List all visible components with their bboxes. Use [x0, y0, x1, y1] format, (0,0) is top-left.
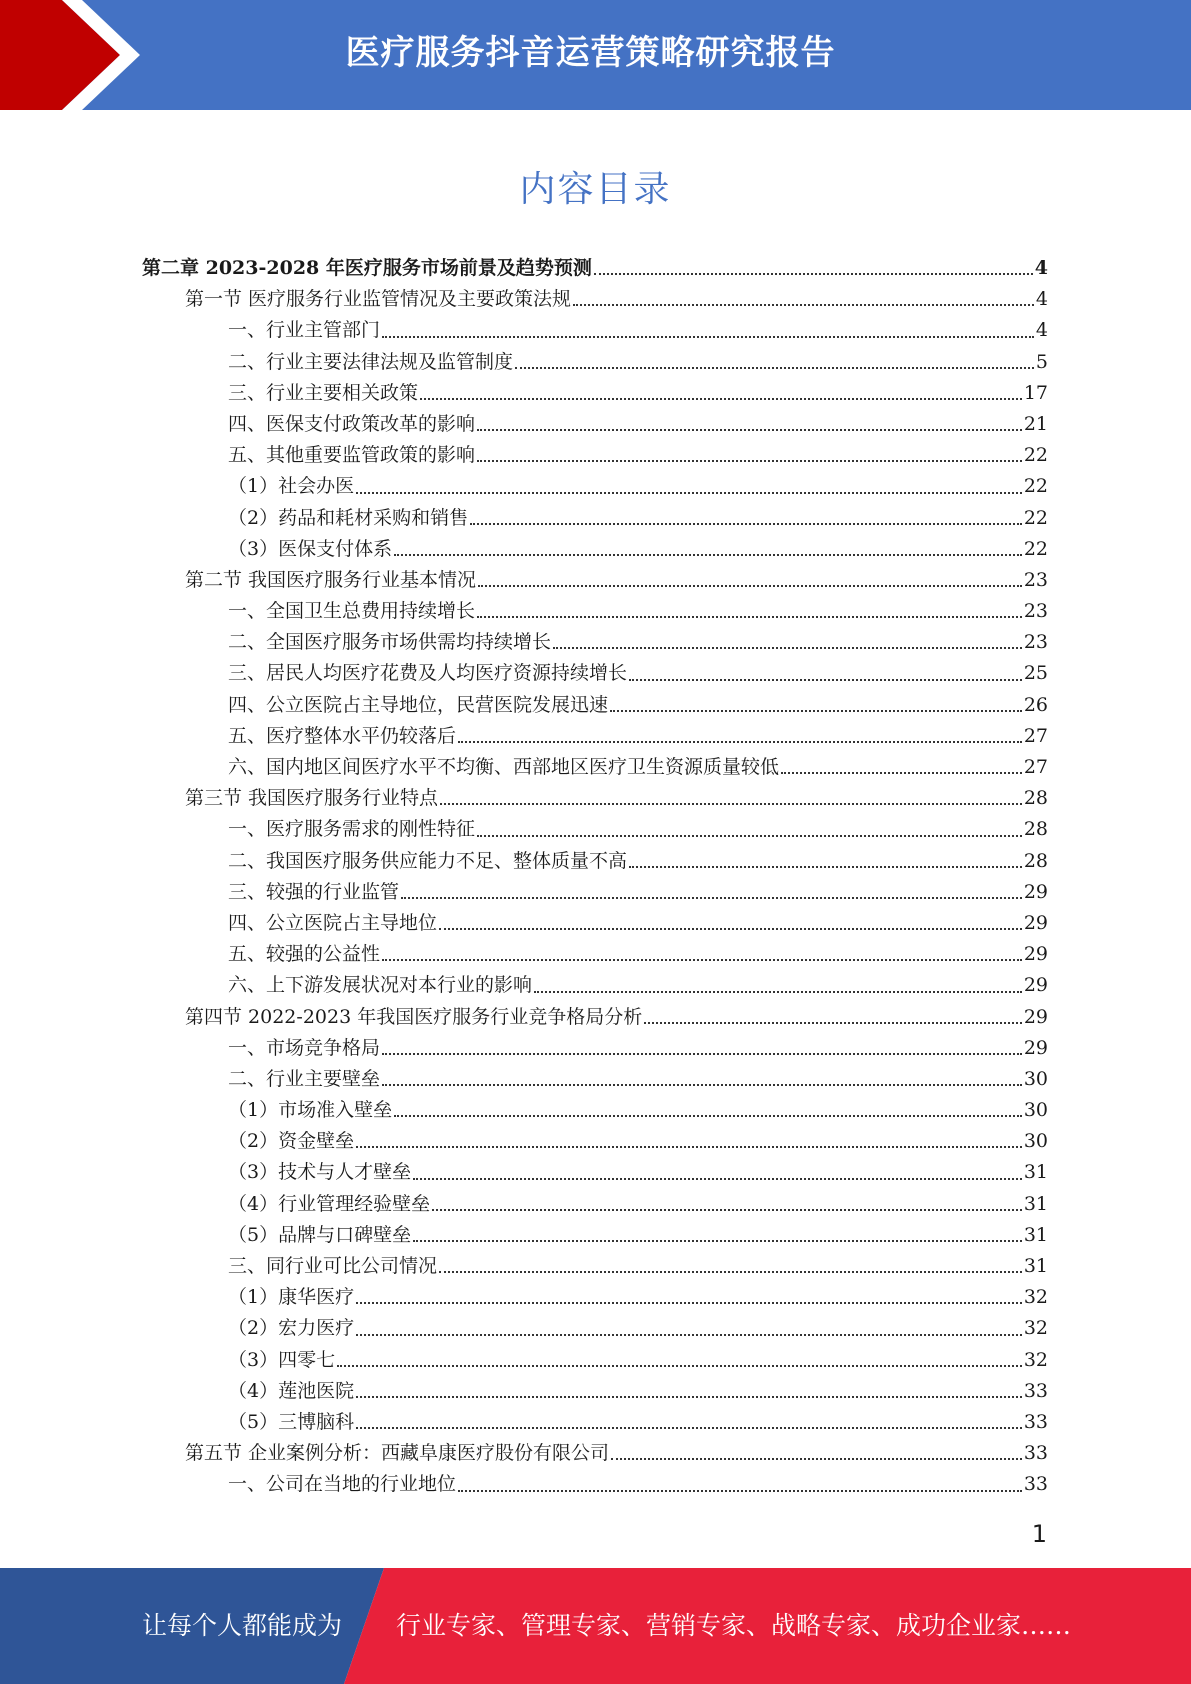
report-title: 医疗服务抖音运营策略研究报告	[345, 33, 836, 73]
toc-entry-title: （5）品牌与口碑壁垒	[228, 1223, 412, 1246]
toc-leader-dots	[629, 679, 1022, 681]
toc-leader-dots	[477, 429, 1022, 431]
toc-entry-page: 23	[1023, 631, 1048, 654]
toc-entry[interactable]	[142, 471, 1048, 502]
toc-entry-page: 29	[1023, 911, 1048, 934]
toc-entry-page: 27	[1023, 724, 1048, 747]
toc-entry-title: 三、较强的行业监管	[228, 880, 400, 903]
toc-entry[interactable]	[142, 284, 1048, 315]
toc-entry[interactable]	[142, 690, 1048, 721]
toc-entry-page: 23	[1023, 600, 1048, 623]
toc-leader-dots	[356, 1334, 1022, 1336]
toc-entry[interactable]	[142, 440, 1048, 471]
toc-heading: 内容目录	[519, 169, 672, 210]
footer-slogan-right: 行业专家、管理专家、营销专家、战略专家、成功企业家……	[396, 1611, 1072, 1640]
toc-entry-page: 33	[1023, 1473, 1048, 1496]
toc-entry-page: 33	[1023, 1379, 1048, 1402]
toc-entry-page: 22	[1023, 444, 1048, 467]
toc-entry-title: 一、公司在当地的行业地位	[228, 1473, 457, 1496]
toc-entry-page: 32	[1023, 1286, 1048, 1309]
toc-leader-dots	[413, 1178, 1022, 1180]
toc-entry-title: 二、我国医疗服务供应能力不足、整体质量不高	[228, 849, 628, 872]
toc-leader-dots	[610, 710, 1022, 712]
toc-leader-dots	[356, 1396, 1022, 1398]
toc-entry[interactable]	[142, 908, 1048, 939]
toc-entry-title: 一、市场竞争格局	[228, 1036, 381, 1059]
toc-entry-title: （2）药品和耗材采购和销售	[228, 506, 469, 529]
toc-entry-title: 第三节 我国医疗服务行业特点	[185, 787, 439, 810]
toc-leader-dots	[781, 772, 1022, 774]
toc-entry[interactable]	[142, 315, 1048, 346]
toc-leader-dots	[401, 897, 1022, 899]
toc-leader-dots	[458, 741, 1022, 743]
toc-entry[interactable]	[142, 721, 1048, 752]
toc-entry[interactable]	[142, 1002, 1048, 1033]
toc-entry-page: 29	[1023, 943, 1048, 966]
toc-entry-title: （2）资金壁垒	[228, 1130, 355, 1153]
toc-entry[interactable]	[142, 1220, 1048, 1251]
toc-entry-title: （3）四零七	[228, 1348, 336, 1371]
toc-leader-dots	[394, 1115, 1022, 1117]
toc-entry-title: 四、医保支付政策改革的影响	[228, 412, 476, 435]
toc-leader-dots	[432, 1209, 1022, 1211]
toc-entry-title: （5）三博脑科	[228, 1410, 355, 1433]
toc-entry-page: 4	[1035, 319, 1048, 342]
toc-entry[interactable]	[142, 1126, 1048, 1157]
toc-entry-page: 23	[1023, 568, 1048, 591]
toc-entry-page: 30	[1023, 1130, 1048, 1153]
toc-entry-title: 二、全国医疗服务市场供需均持续增长	[228, 631, 552, 654]
toc-leader-dots	[458, 1490, 1022, 1492]
toc-entry[interactable]	[142, 1157, 1048, 1188]
toc-entry-title: 三、行业主要相关政策	[228, 381, 419, 404]
page-number: 1	[1031, 1520, 1047, 1548]
toc-entry[interactable]	[142, 1438, 1048, 1469]
toc-leader-dots	[553, 647, 1022, 649]
toc-entry-page: 21	[1023, 412, 1048, 435]
toc-entry-title: （1）市场准入壁垒	[228, 1099, 393, 1122]
toc-entry[interactable]	[142, 378, 1048, 409]
toc-leader-dots	[394, 554, 1022, 556]
toc-entry[interactable]	[142, 565, 1048, 596]
toc-entry-title: 四、公立医院占主导地位	[228, 911, 438, 934]
toc-entry-title: 五、其他重要监管政策的影响	[228, 444, 476, 467]
toc-entry[interactable]	[142, 1189, 1048, 1220]
toc-leader-dots	[356, 1146, 1022, 1148]
toc-entry-title: （4）莲池医院	[228, 1379, 355, 1402]
toc-entry-page: 30	[1023, 1067, 1048, 1090]
toc-entry-page: 33	[1023, 1442, 1048, 1465]
toc-entry-page: 31	[1023, 1161, 1048, 1184]
toc-leader-dots	[644, 1022, 1022, 1024]
toc-entry-page: 29	[1023, 1005, 1048, 1028]
toc-entry-page: 28	[1023, 849, 1048, 872]
toc-entry-page: 17	[1023, 381, 1048, 404]
toc-entry-page: 31	[1023, 1192, 1048, 1215]
toc-entry-page: 5	[1035, 350, 1048, 373]
toc-entry-page: 4	[1035, 288, 1048, 311]
toc-entry[interactable]	[142, 1469, 1048, 1500]
toc-leader-dots	[382, 336, 1034, 338]
toc-leader-dots	[629, 866, 1022, 868]
toc-entry[interactable]	[142, 534, 1048, 565]
toc-entry-title: 一、全国卫生总费用持续增长	[228, 600, 476, 623]
toc-entry-page: 28	[1023, 787, 1048, 810]
toc-entry-title: （1）社会办医	[228, 475, 355, 498]
toc-entry[interactable]	[142, 783, 1048, 814]
header-red-arrow	[0, 0, 120, 110]
toc-entry-title: （3）医保支付体系	[228, 537, 393, 560]
toc-entry[interactable]	[142, 1251, 1048, 1282]
toc-entry-title: 第一节 医疗服务行业监管情况及主要政策法规	[185, 288, 572, 311]
toc-leader-dots	[382, 959, 1022, 961]
toc-entry[interactable]	[142, 658, 1048, 689]
toc-entry[interactable]	[142, 752, 1048, 783]
toc-entry-page: 31	[1023, 1223, 1048, 1246]
toc-entry-page: 30	[1023, 1099, 1048, 1122]
toc-entry[interactable]	[142, 814, 1048, 845]
toc-entry[interactable]	[142, 970, 1048, 1001]
table-of-contents	[142, 253, 1048, 1501]
toc-entry-page: 29	[1023, 974, 1048, 997]
toc-entry[interactable]	[142, 627, 1048, 658]
toc-entry-page: 4	[1034, 257, 1048, 279]
toc-entry[interactable]	[142, 1345, 1048, 1376]
toc-entry-page: 31	[1023, 1255, 1048, 1277]
toc-entry[interactable]	[142, 596, 1048, 627]
toc-entry[interactable]	[142, 939, 1048, 970]
toc-entry-title: （2）宏力医疗	[228, 1317, 355, 1340]
toc-entry-page: 28	[1023, 818, 1048, 841]
toc-entry[interactable]	[142, 1376, 1048, 1407]
toc-entry[interactable]	[142, 503, 1048, 534]
toc-entry-title: 五、较强的公益性	[228, 943, 381, 966]
toc-entry-title: 第五节 企业案例分析：西藏阜康医疗股份有限公司	[185, 1442, 610, 1465]
toc-entry[interactable]	[142, 1282, 1048, 1313]
footer-slogan-left: 让每个人都能成为	[142, 1611, 343, 1640]
toc-leader-dots	[534, 991, 1022, 993]
toc-leader-dots	[440, 803, 1022, 805]
toc-leader-dots	[420, 398, 1022, 400]
toc-leader-dots	[477, 460, 1022, 462]
toc-leader-dots	[337, 1365, 1022, 1367]
toc-entry[interactable]	[142, 1313, 1048, 1344]
toc-leader-dots	[356, 1427, 1022, 1429]
toc-entry-title: 第二节 我国医疗服务行业基本情况	[185, 568, 477, 591]
toc-entry-title: （1）康华医疗	[228, 1286, 355, 1309]
toc-entry-title: 三、居民人均医疗花费及人均医疗资源持续增长	[228, 662, 628, 685]
toc-entry-title: 一、医疗服务需求的刚性特征	[228, 818, 476, 841]
footer-banner	[0, 1568, 1191, 1684]
toc-leader-dots	[356, 492, 1022, 494]
toc-entry-page: 27	[1023, 756, 1048, 778]
toc-leader-dots	[382, 1084, 1022, 1086]
toc-entry[interactable]	[142, 877, 1048, 908]
toc-entry-page: 33	[1023, 1410, 1048, 1433]
toc-entry[interactable]	[142, 1095, 1048, 1126]
toc-entry-title: 五、医疗整体水平仍较落后	[228, 724, 457, 747]
toc-entry[interactable]	[142, 253, 1048, 284]
toc-entry-title: （3）技术与人才壁垒	[228, 1161, 412, 1184]
toc-entry[interactable]	[142, 347, 1048, 378]
toc-entry-page: 22	[1023, 537, 1048, 560]
toc-entry-title: 二、行业主要壁垒	[228, 1067, 381, 1090]
toc-entry-title: 三、同行业可比公司情况	[228, 1255, 438, 1277]
toc-entry[interactable]	[142, 1033, 1048, 1064]
toc-entry-title: 第四节 2022-2023 年我国医疗服务行业竞争格局分析	[185, 1005, 643, 1028]
toc-leader-dots	[594, 273, 1033, 275]
toc-entry-title: 第二章 2023-2028 年医疗服务市场前景及趋势预测	[142, 257, 592, 279]
toc-leader-dots	[413, 1240, 1022, 1242]
toc-entry-title: 六、上下游发展状况对本行业的影响	[228, 974, 533, 997]
toc-leader-dots	[477, 835, 1022, 837]
toc-leader-dots	[382, 1053, 1022, 1055]
toc-entry-title: 四、公立医院占主导地位，民营医院发展迅速	[228, 693, 609, 716]
toc-entry[interactable]	[142, 846, 1048, 877]
toc-entry-title: （4）行业管理经验壁垒	[228, 1192, 431, 1215]
toc-entry-page: 25	[1023, 662, 1048, 685]
toc-entry[interactable]	[142, 1407, 1048, 1438]
toc-entry-page: 22	[1023, 475, 1048, 498]
toc-entry-page: 29	[1023, 880, 1048, 903]
toc-entry-page: 22	[1023, 506, 1048, 529]
toc-entry-title: 二、行业主要法律法规及监管制度	[228, 350, 514, 373]
toc-entry-page: 32	[1023, 1348, 1048, 1371]
toc-leader-dots	[477, 616, 1022, 618]
toc-leader-dots	[439, 928, 1022, 930]
toc-leader-dots	[573, 304, 1034, 306]
toc-entry-title: 一、行业主管部门	[228, 319, 381, 342]
toc-entry-title: 六、国内地区间医疗水平不均衡、西部地区医疗卫生资源质量较低	[228, 756, 780, 778]
toc-leader-dots	[439, 1271, 1022, 1273]
toc-leader-dots	[470, 523, 1022, 525]
toc-leader-dots	[478, 585, 1022, 587]
toc-entry-page: 26	[1023, 693, 1048, 716]
toc-leader-dots	[356, 1302, 1022, 1304]
toc-leader-dots	[611, 1458, 1022, 1460]
toc-leader-dots	[515, 367, 1034, 369]
toc-entry-page: 32	[1023, 1317, 1048, 1340]
toc-entry[interactable]	[142, 409, 1048, 440]
header-banner	[0, 0, 1191, 110]
toc-entry[interactable]	[142, 1064, 1048, 1095]
toc-entry-page: 29	[1023, 1036, 1048, 1059]
